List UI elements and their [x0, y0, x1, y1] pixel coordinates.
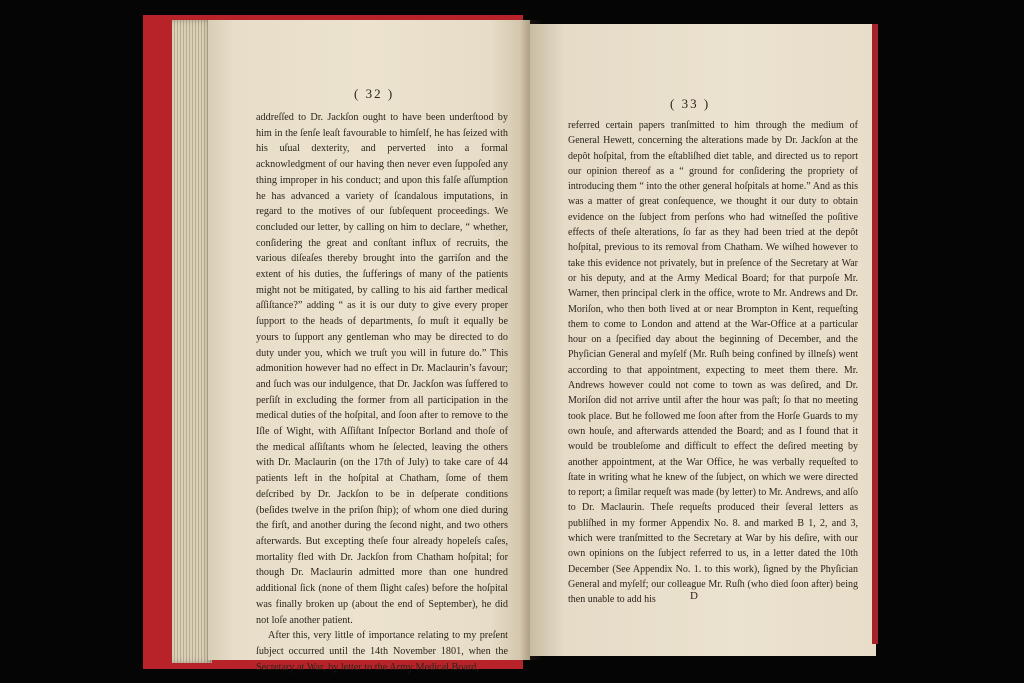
page-text	[568, 118, 858, 608]
paragraph: After this, very little of importance relating to my preſent ſubject occurred until the 14th November 1801, when the Secretary at War, by letter to the Army Medical Board,	[256, 630, 508, 673]
page-text	[256, 110, 508, 675]
page-number: ( 32 )	[354, 86, 395, 101]
page-edges	[172, 20, 212, 663]
left-page	[208, 20, 530, 673]
cover-edge	[872, 24, 878, 644]
paragraph: addreſſed to Dr. Jackſon ought to have been underſtood by him in the ſenſe leaſt favourable to himſelf, he has ſeized with his uſual dexterity, and perverted into a formal acknowledgment of our having then never even ſuppoſed any thing improper in his conduct; and upon this falſe aſſumption he has advanced a variety of ſcandalous imputations, in regard to the motives of our ſubſequent proceedings. We concluded our letter, by calling on him to declare, “ whether, conſidering the great and conſtant influx of recruits, the various diſeaſes thereby brought into the garriſon and the extent of his duties, the ſufferings of many of the patients might not be mitigated, by calling to his aid farther medical aſſiſtance?” adding “ as it is our duty to give every proper ſupport to the heads of departments, ſo muſt it equally be yours to ſupport any gentleman who may be directed to do duty under you, which we truſt you will in future do.” This admonition however had no effect in Dr. Maclaurin’s favour; and ſuch was our indulgence, that Dr. Jackſon was ſuffered to perſiſt in excluding the former from all participation in the medical duties of the hoſpital, and ſoon after to remove to the Iſle of Wight, with Aſſiſtant Inſpector Borland and thoſe of the medical aſſiſtants whom he ſelected, leaving the others with Dr. Maclaurin (on the 17th of July) to take care of 44 patients left in the hoſpital at Chatham, ſome of them deſcribed by Dr. Jackſon to be in deſperate conditions (beſides twelve in the priſon ſhip); of whom one died during the firſt, and another during the ſecond night, and two others afterwards. But excepting theſe four already hopeleſs caſes, mortality fled with Dr. Jackſon from Chatham hoſpital; for though Dr. Maclaurin admitted more than one hundred additional ſick (none of them ſlight caſes) before the hoſpital was finally broken up (about the end of September), he did not loſe another patient.	[256, 112, 508, 626]
signature-mark: D	[690, 590, 698, 602]
right-page	[530, 24, 876, 656]
paragraph: referred certain papers tranſmitted to him through the medium of General Hewett, concerning the alterations made by Dr. Jackſon at the depôt hoſpital, from the eſtabliſhed diet table, and directed us to report our opinion thereof as a “ ground for conſidering the propriety of introducing them “ into the other general hoſpitals at home.” And as this was a matter of great conſequence, we thought it our duty to obtain evidence on the ſubject from perſons who had witneſſed the poſitive effects of theſe alterations, ſo far as they had been tried at the depôt hoſpital, previous to its removal from Chatham. We wiſhed however to take this evidence not privately, but in preſence of the Secretary at War or his deputy, and at the Army Medical Board; for that purpoſe Mr. Warner, then principal clerk in the office, wrote to Mr. Andrews and Dr. Moriſon, who then both lived at or near Brompton in Kent, requeſting them to come to London and attend at the War-Office at a particular hour on a ſpecified day about the beginning of December, and the Phyſician General and myſelf (Mr. Ruſh being confined by illneſs) went according to that appointment, expecting to meet them there. Mr. Andrews however could not come to town as was deſired, and Dr. Moriſon did not arrive until after the hour was paſt; ſo that no meeting took place. But he followed me ſoon after from the Horſe Guards to my own houſe, and afterwards attended the Board; and as I found that it would be troubleſome and difficult to effect the deſired meeting by another appointment, at the War Office, he was verbally requeſted to ſtate in writing what he knew of the ſubject, on which we were directed to report; a ſimilar requeſt was made (by letter) to Mr. Andrews, and alſo to Dr. Maclaurin. Theſe requeſts produced their ſeveral letters as publiſhed in my former Appendix No. 8. and marked B 1, 2, and 3, which were tranſmitted to the Secretary at War by his deſire, with our own opinions on the ſubject referred to us, in a letter dated the 10th December (See Appendix No. 1. to this work), ſigned by the Phyſician General and myſelf; our colleague Mr. Ruſh (who died ſoon after) being then unable to add his	[568, 120, 858, 606]
page-number: ( 33 )	[670, 96, 711, 111]
